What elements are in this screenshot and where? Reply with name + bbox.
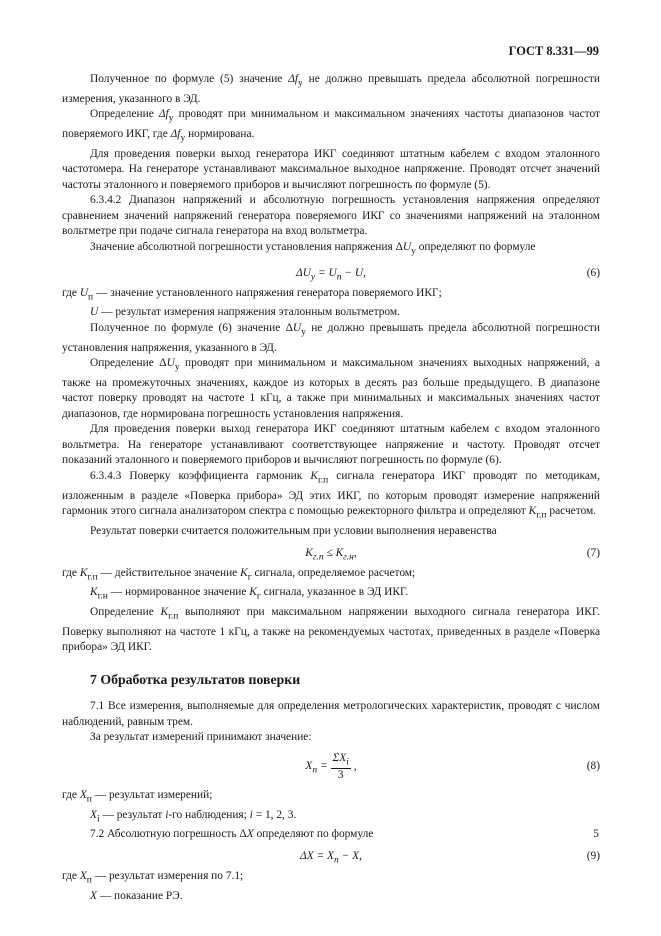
where-clause: где $X_п$ — результат измерений; — [62, 788, 213, 805]
formula-number: (9) — [586, 849, 600, 862]
where-clause: X — показание РЭ. — [90, 889, 183, 902]
where-clause: где $K_{г.п}$ — действительное значение $K_г$ сигнала, определяемое расчетом; — [62, 566, 416, 582]
paragraph: Определение $\Delta f_у$ проводят при минимальном и максимальном значениях частоты диапазонов частот поверяемого ИКГ, где $\Delta f_у$ нормирована. — [62, 108, 601, 144]
where-clause: U — результат измерения напряжения эталонным вольтметром. — [90, 306, 400, 319]
where-clause: где $X_п$ — результат измерения по 7.1; — [62, 869, 244, 886]
where-clause: $X_i$ — результат i-го наблюдения; i = 1, 2, 3. — [90, 808, 297, 824]
paragraph: Полученное по формуле (5) значение $\Delta f_у$ не должно превышать предела абсолютной погрешности измерения, указанного в ЭД. — [62, 73, 601, 105]
formula-number: (6) — [586, 266, 600, 279]
paragraph: Полученное по формуле (6) значение $\Delta U_у$ не должно превышать предела абсолютной погрешности установления напряжения, указанного в ЭД. — [62, 321, 601, 354]
formula-number: (7) — [586, 546, 600, 559]
where-clause: $K_{г.н}$ — нормированное значение $K_г$ сигнала, указанное в ЭД ИКГ. — [90, 586, 409, 602]
paragraph: Значение абсолютной погрешности установления напряжения $\Delta U_у$ определяют по формуле — [90, 240, 536, 257]
paragraph: Результат поверки считается положительным при условии выполнения неравенства — [90, 525, 497, 538]
paragraph: Для проведения поверки выход генератора ИКГ соединяют штатным кабелем с входом эталонного частотомера. На генераторе устанавливают максимальное выходное напряжение. Проводят отсчет значений частоты эталонного и поверяемого приборов и вычисляют погрешность по формуле (5). — [62, 147, 600, 191]
paragraph: За результат измерений принимают значение: — [90, 731, 312, 744]
formula-9: $\Delta X = X_п - X$, (9) — [300, 849, 600, 866]
paragraph: 7.2 Абсолютную погрешность ΔX определяют по формуле — [90, 828, 374, 841]
paragraph: 7.1 Все измерения, выполняемые для определения метрологических характеристик, проводят с числом наблюдений, равным трем. — [62, 700, 600, 728]
formula-6: $\Delta U_у = U_п - U$, (6) — [296, 266, 600, 282]
document-code: ГОСТ 8.331—99 — [508, 44, 599, 58]
page-number: 5 — [593, 828, 599, 840]
formula-number: (8) — [586, 759, 600, 772]
paragraph: Для проведения поверки выход генератора ИКГ соединяют штатным кабелем с входом эталонного вольтметра. На генераторе устанавливают соответствующее напряжение и частоту. Проводят отсчет показаний эталонного и поверяемого приборов и вычисляют погрешность по формуле (6). — [62, 423, 600, 467]
formula-7: $K_{г.п} \le K_{г.н}$, (7) — [305, 546, 600, 562]
fraction: $\frac{\Sigma X_i}{3}$ — [332, 751, 349, 782]
paragraph: 6.3.4.2 Диапазон напряжений и абсолютную погрешность установления напряжения определяют сравнением значений напряжений генератора поверяемого ИКГ со значениями напряжений на эталонном вольтметре при подаче сигнала генератора на вход вольтметра. — [62, 194, 600, 238]
paragraph: 6.3.4.3 Поверку коэффициента гармоник $K_{г.п}$ сигнала генератора ИКГ проводят по методикам, изложенным в разделе «Поверка прибора» ЭД этих ИКГ, по которым проводят измерение напряжений гармоник этого сигнала анализатором спектра с помощью режекторного фильтра и определяют $K_{г.п}$ расчетом. — [62, 469, 600, 521]
page-body — [62, 72, 600, 904]
formula-8: $X_п$ = $\frac{\Sigma X_i}{3}$ , (8) — [305, 751, 600, 782]
section-heading: 7 Обработка результатов поверки — [90, 671, 301, 687]
where-clause: где $U_п$ — значение установленного напряжения генератора поверяемого ИКГ; — [62, 286, 442, 302]
paragraph: Определение $\Delta U_у$ проводят при минимальном и максимальном значениях выходных напряжений, а также на промежуточных значениях, каждое из которых в десять раз больше предыдущего. В диапазоне частот поверку проводят на частоте 1 кГц, а также при минимальных и максимальных значениях частот диапазонов, где нормирована погрешность установления напряжения. — [62, 357, 601, 420]
paragraph: Определение $K_{г.п}$ выполняют при максимальном напряжении выходного сигнала генератора ИКГ. Поверку выполняют на частоте 1 кГц, а также на рекомендуемых частотах, приведенных в разделе «Поверка прибора» ЭД ИКГ. — [62, 606, 600, 654]
